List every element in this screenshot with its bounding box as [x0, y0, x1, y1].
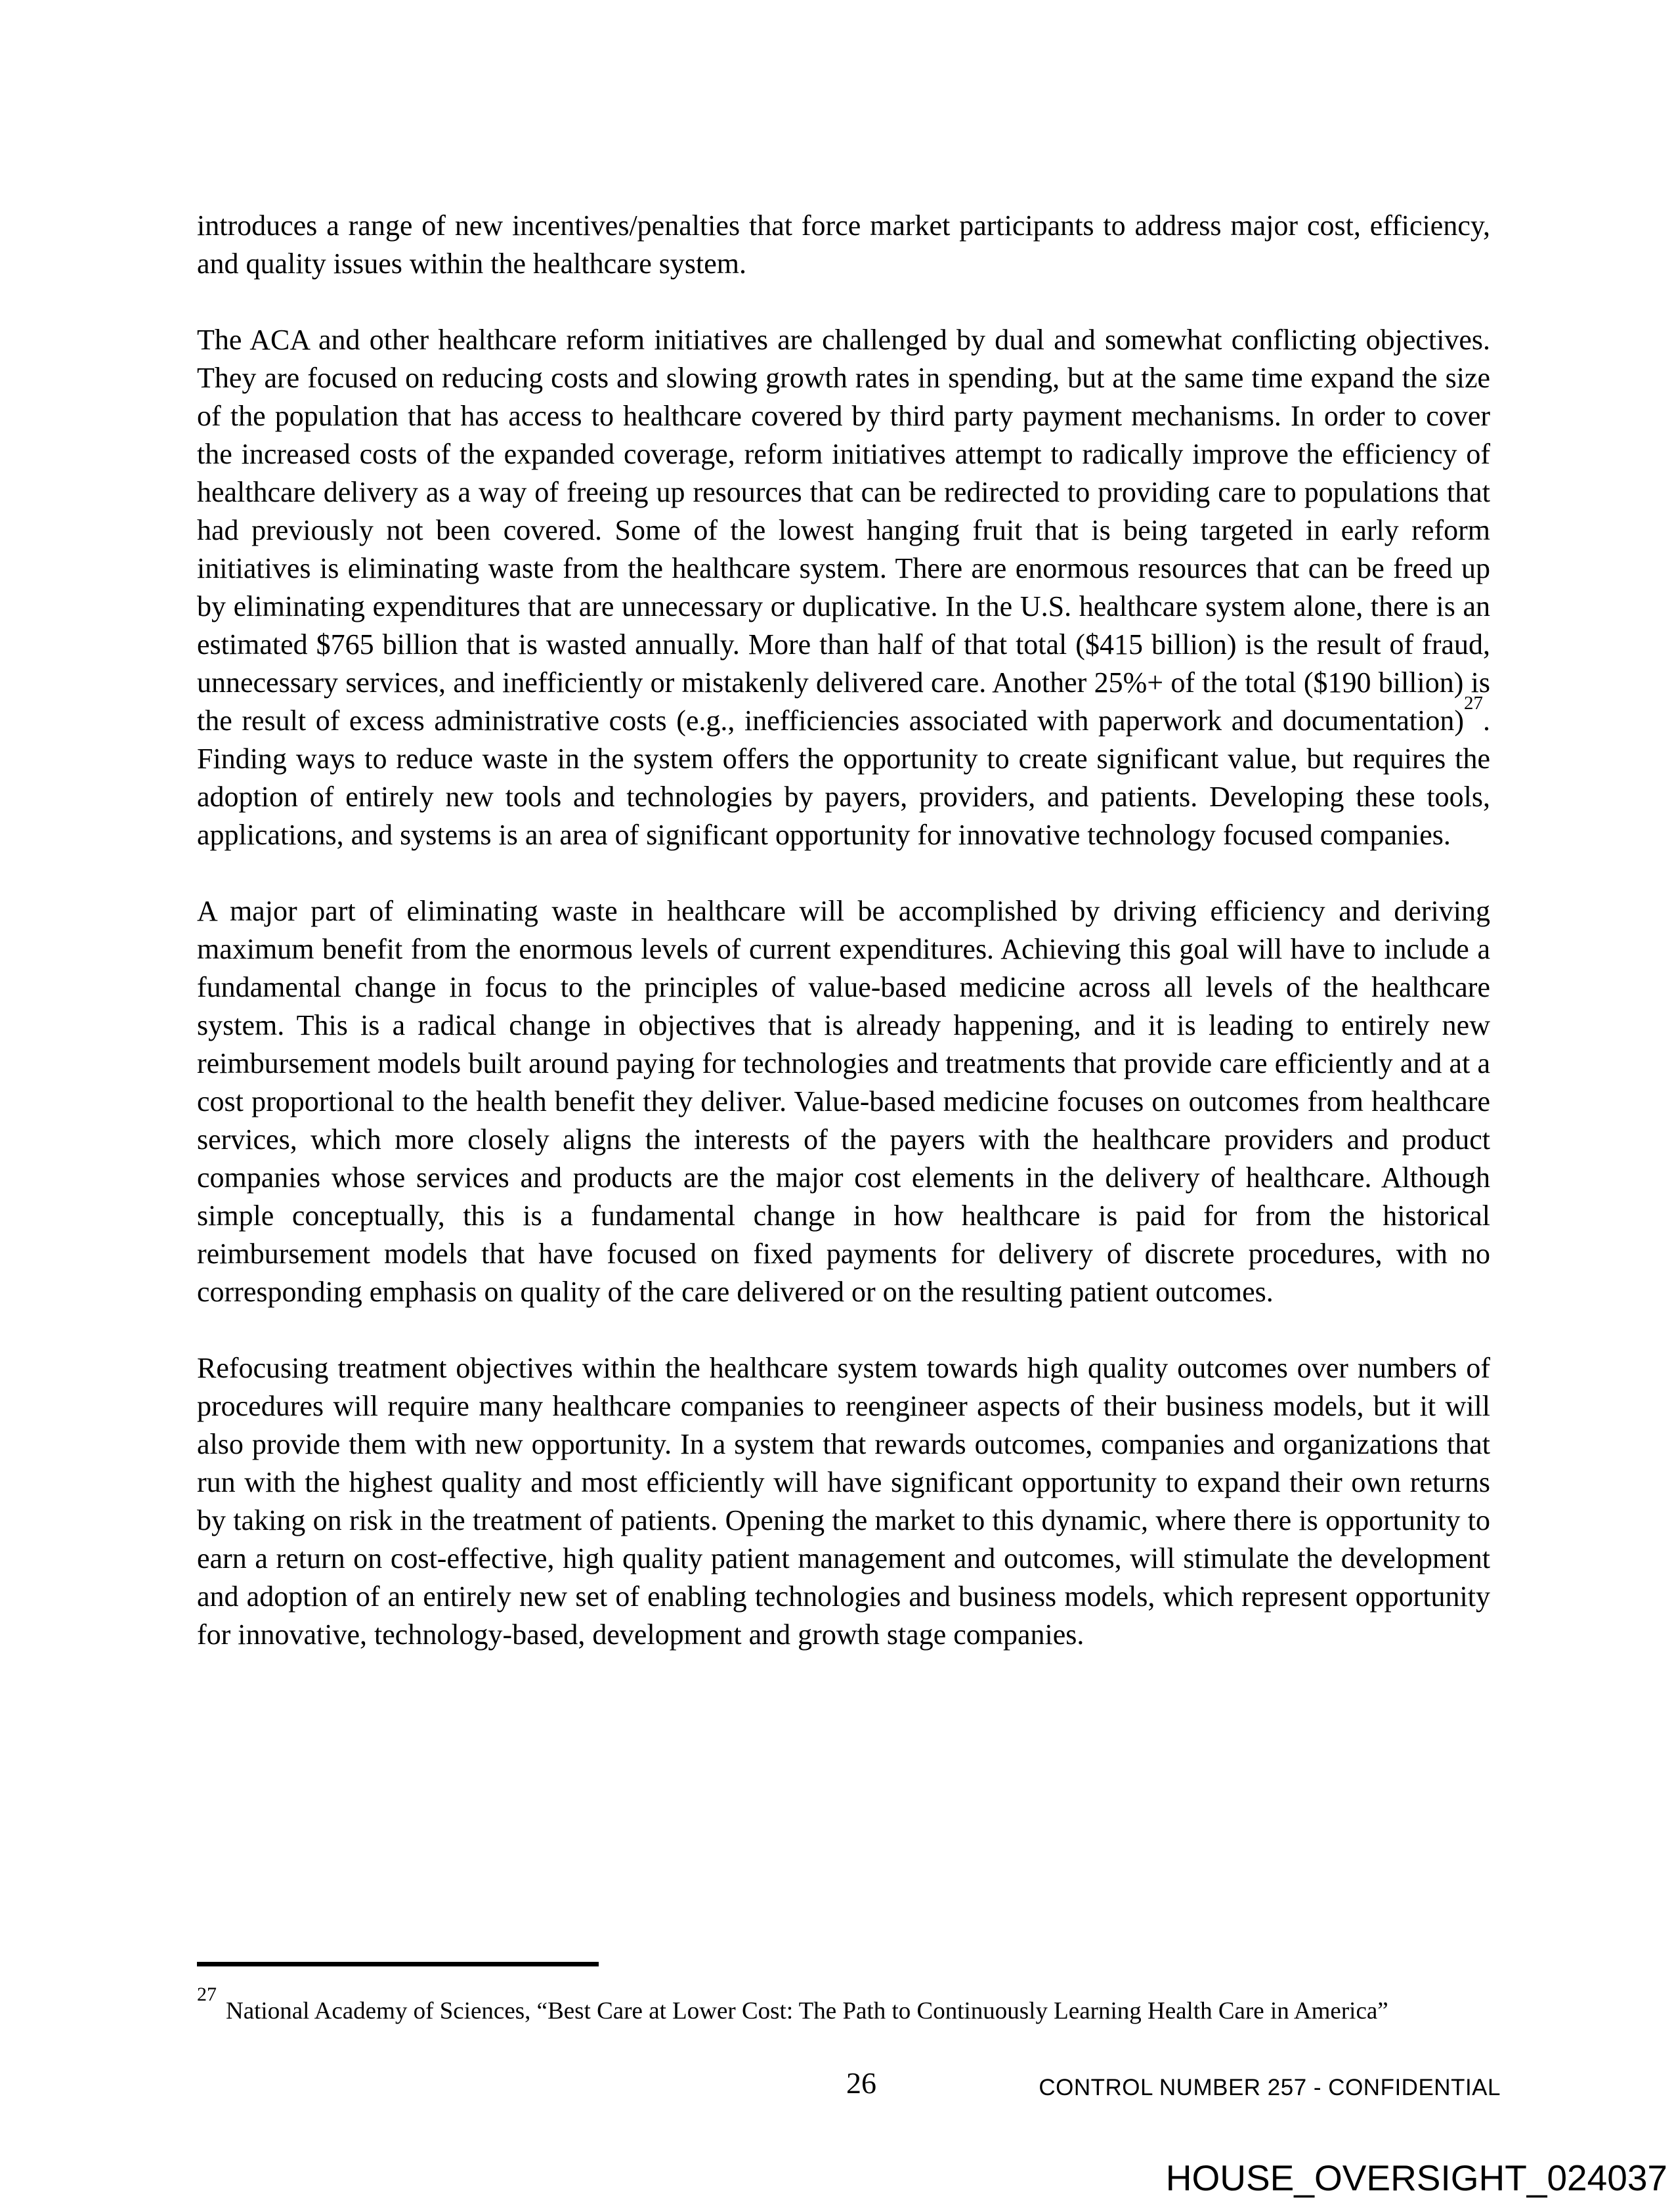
page-number: 26	[846, 2066, 876, 2100]
footnote-section	[197, 1962, 1490, 2026]
document-body	[197, 207, 1490, 1654]
body-paragraph-2-text: The ACA and other healthcare reform initiatives are challenged by dual and somewhat conflicting objectives. They are focused on reducing costs and slowing growth rates in spending, but at the same time expand the size of the population that has access to healthcare covered by third party payment mechanisms. In order to cover the increased costs of the expanded coverage, reform initiatives attempt to radically improve the efficiency of healthcare delivery as a way of freeing up resources that can be redirected to providing care to populations that had previously not been covered. Some of the lowest hanging fruit that is being targeted in early reform initiatives is eliminating waste from the healthcare system. There are enormous resources that can be freed up by eliminating expenditures that are unnecessary or duplicative. In the U.S. healthcare system alone, there is an estimated $765 billion that is wasted annually. More than half of that total ($415 billion) is the result of fraud, unnecessary services, and inefficiently or mistakenly delivered care. Another 25%+ of the total ($190 billion) is the result of excess administrative costs (e.g., inefficiencies associated with paperwork and documentation)	[197, 324, 1490, 737]
control-number-label: CONTROL NUMBER 257 - CONFIDENTIAL	[1039, 2075, 1501, 2100]
footnote-separator-rule	[197, 1962, 599, 1966]
body-paragraph-1: introduces a range of new incentives/penalties that force market participants to address major cost, efficiency, and quality issues within the healthcare system.	[197, 209, 1490, 280]
body-paragraph-2-continued: . Finding ways to reduce waste in the system offers the opportunity to create significant value, but requires the adoption of entirely new tools and technologies by payers, providers, and patients. Developing these tools, applications, and systems is an area of significant opportunity for innovative technology focused companies.	[197, 705, 1490, 851]
footnote-marker: 27	[197, 1984, 217, 2005]
footnote-reference-27: 27	[1464, 693, 1483, 714]
footnote-27	[197, 1984, 1490, 2026]
body-paragraph-4: Refocusing treatment objectives within the healthcare system towards high quality outcomes over numbers of procedures will require many healthcare companies to reengineer aspects of their business models, but it will also provide them with new opportunity. In a system that rewards outcomes, companies and organizations that run with the highest quality and most efficiently will have significant opportunity to expand their own returns by taking on risk in the treatment of patients. Opening the market to this dynamic, where there is opportunity to earn a return on cost-effective, high quality patient management and outcomes, will stimulate the development and adoption of an entirely new set of enabling technologies and business models, which represent opportunity for innovative, technology-based, development and growth stage companies.	[197, 1352, 1490, 1651]
bates-stamp: HOUSE_OVERSIGHT_024037	[1165, 2158, 1667, 2198]
body-paragraph-2	[197, 321, 1490, 854]
body-paragraph-3: A major part of eliminating waste in healthcare will be accomplished by driving efficiency and deriving maximum benefit from the enormous levels of current expenditures. Achieving this goal will have to include a fundamental change in focus to the principles of value-based medicine across all levels of the healthcare system. This is a radical change in objectives that is already happening, and it is leading to entirely new reimbursement models built around paying for technologies and treatments that provide care efficiently and at a cost proportional to the health benefit they deliver. Value-based medicine focuses on outcomes from healthcare services, which more closely aligns the interests of the payers with the healthcare providers and product companies whose services and products are the major cost elements in the delivery of healthcare. Although simple conceptually, this is a fundamental change in how healthcare is paid for from the historical reimbursement models that have focused on fixed payments for delivery of discrete procedures, with no corresponding emphasis on quality of the care delivered or on the resulting patient outcomes.	[197, 895, 1490, 1308]
footnote-text: National Academy of Sciences, “Best Care at Lower Cost: The Path to Continuously Learning Health Care in America”	[226, 1997, 1388, 2025]
